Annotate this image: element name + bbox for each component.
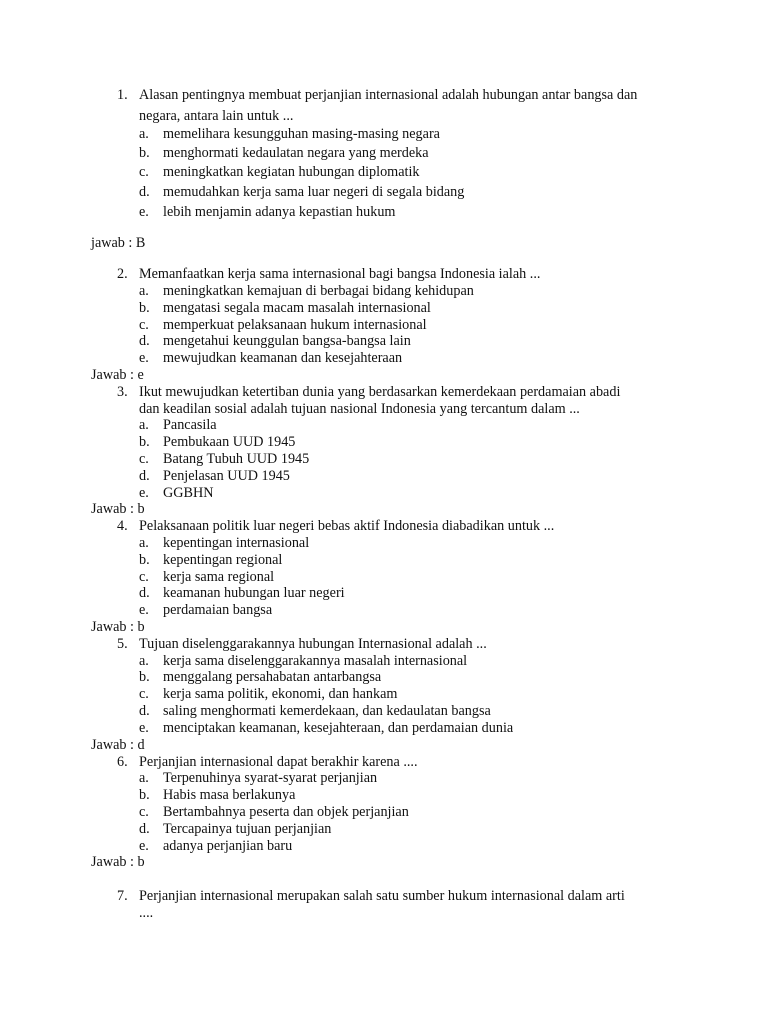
option-text: Pembukaan UUD 1945 [163,434,296,450]
option-letter: b. [139,552,150,568]
option-text: kerja sama regional [163,569,275,585]
option-text: mengetahui keunggulan bangsa-bangsa lain [163,333,411,349]
option-letter: e. [139,204,149,220]
question-number: 1. [117,87,128,103]
option-letter: e. [139,602,149,618]
option-text: mewujudkan keamanan dan kesejahteraan [163,350,403,366]
option-letter: b. [139,787,150,803]
option-letter: d. [139,184,150,200]
answer-4: Jawab : b [91,619,145,635]
answer-1: jawab : B [91,235,146,251]
question-line: .... [139,904,154,921]
option-letter: e. [139,350,149,366]
question-line: Ikut mewujudkan ketertiban dunia yang berdasarkan kemerdekaan perdamaian abadi [139,384,621,400]
option-letter: d. [139,333,150,349]
option-text: memudahkan kerja sama luar negeri di segala bidang [163,184,465,200]
question-number: 3. [117,384,128,400]
option-letter: b. [139,669,150,685]
option-letter: a. [139,770,149,786]
option-text: kerja sama diselenggarakannya masalah internasional [163,653,468,669]
question-number: 5. [117,636,128,652]
question-number: 4. [117,518,128,534]
question-number: 6. [117,754,128,770]
option-text: memelihara kesungguhan masing-masing negara [163,126,440,142]
option-letter: d. [139,821,150,837]
option-text: saling menghormati kemerdekaan, dan kedaulatan bangsa [163,703,491,719]
question-text [139,754,679,771]
question-line: negara, antara lain untuk ... [139,108,294,124]
option-text: Batang Tubuh UUD 1945 [163,451,310,467]
question-text [139,518,679,535]
option-text: Habis masa berlakunya [163,787,296,803]
question-line: Tujuan diselenggarakannya hubungan Internasional adalah ... [139,636,487,652]
question-text [139,266,679,283]
question-line: Perjanjian internasional merupakan salah satu sumber hukum internasional dalam arti [139,888,625,904]
option-letter: a. [139,417,149,433]
option-text: lebih menjamin adanya kepastian hukum [163,204,396,220]
option-letter: c. [139,686,149,702]
option-letter: c. [139,804,149,820]
question-text [139,888,679,922]
question-text [139,384,679,418]
option-text: meningkatkan kegiatan hubungan diplomatik [163,164,420,180]
option-text: menggalang persahabatan antarbangsa [163,669,382,685]
option-letter: c. [139,569,149,585]
option-letter: d. [139,585,150,601]
option-letter: c. [139,451,149,467]
question-line: Perjanjian internasional dapat berakhir karena .... [139,754,418,770]
option-text: perdamaian bangsa [163,602,273,618]
option-letter: e. [139,485,149,501]
option-text: adanya perjanjian baru [163,838,293,854]
option-text: keamanan hubungan luar negeri [163,585,345,601]
option-letter: a. [139,535,149,551]
option-text: Terpenuhinya syarat-syarat perjanjian [163,770,378,786]
option-text: menghormati kedaulatan negara yang merdeka [163,145,429,161]
question-number: 7. [117,888,128,904]
answer-6: Jawab : b [91,854,145,870]
option-text: kerja sama politik, ekonomi, dan hankam [163,686,398,702]
question-line: Pelaksanaan politik luar negeri bebas aktif Indonesia diabadikan untuk ... [139,518,555,534]
answer-5: Jawab : d [91,737,145,753]
option-text: mengatasi segala macam masalah internasional [163,300,431,316]
option-letter: c. [139,317,149,333]
option-letter: b. [139,145,150,161]
option-text: kepentingan regional [163,552,283,568]
question-text [139,636,679,653]
option-text: Penjelasan UUD 1945 [163,468,290,484]
option-letter: a. [139,653,149,669]
answer-2: Jawab : e [91,367,144,383]
option-text: Tercapainya tujuan perjanjian [163,821,332,837]
option-text: GGBHN [163,485,214,501]
option-letter: c. [139,164,149,180]
option-text: kepentingan internasional [163,535,310,551]
option-letter: d. [139,703,150,719]
option-text: menciptakan keamanan, kesejahteraan, dan perdamaian dunia [163,720,514,736]
option-letter: e. [139,838,149,854]
option-letter: b. [139,434,150,450]
question-text [139,87,679,125]
option-letter: e. [139,720,149,736]
question-number: 2. [117,266,128,282]
option-text: Pancasila [163,417,217,433]
option-letter: a. [139,283,149,299]
option-text: memperkuat pelaksanaan hukum internasional [163,317,427,333]
question-line: dan keadilan sosial adalah tujuan nasional Indonesia yang tercantum dalam ... [139,400,580,417]
question-line: Alasan pentingnya membuat perjanjian internasional adalah hubungan antar bangsa dan [139,87,638,103]
option-text: Bertambahnya peserta dan objek perjanjian [163,804,409,820]
option-letter: a. [139,126,149,142]
option-letter: b. [139,300,150,316]
option-text: meningkatkan kemajuan di berbagai bidang kehidupan [163,283,474,299]
option-letter: d. [139,468,150,484]
answer-3: Jawab : b [91,501,145,517]
question-line: Memanfaatkan kerja sama internasional bagi bangsa Indonesia ialah ... [139,266,541,282]
